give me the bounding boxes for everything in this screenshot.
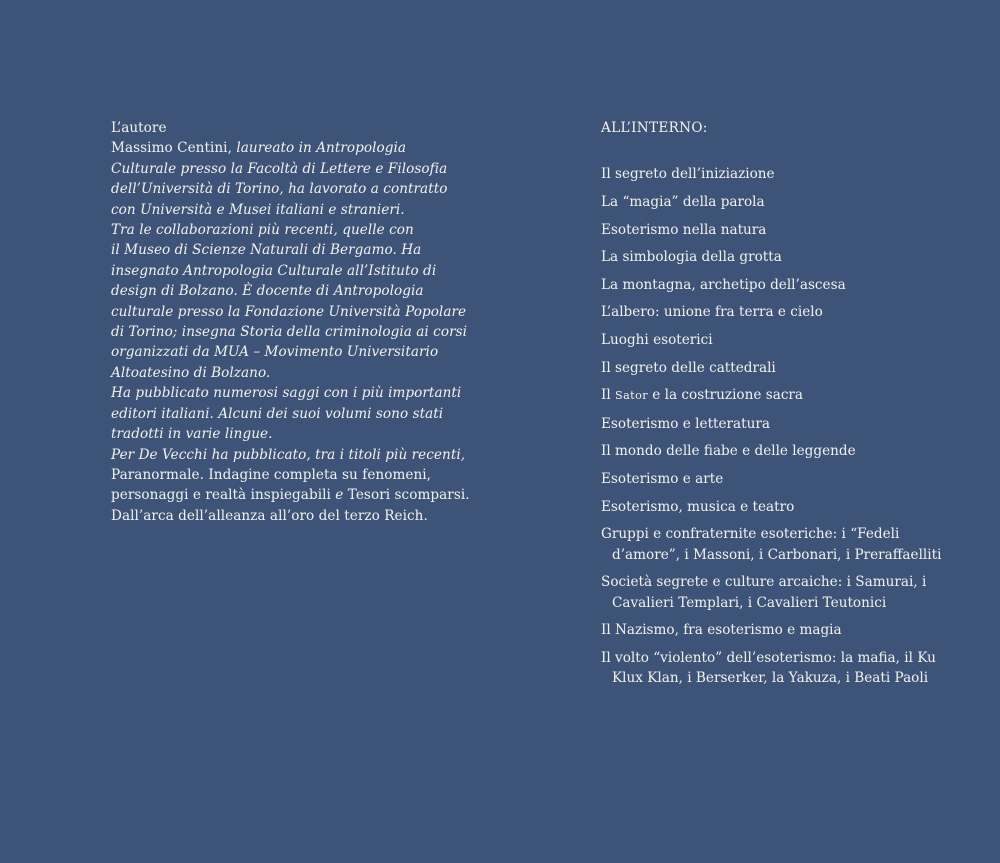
list-item-suffix: e la costruzione sacra (652, 387, 804, 404)
list-item (601, 275, 931, 295)
book-title-line (111, 485, 470, 505)
list-item (601, 572, 931, 613)
list-item-text: La “magia” della parola (601, 194, 765, 210)
list-item (601, 497, 931, 517)
list-item (601, 385, 931, 406)
list-item-text: Società segrete e culture arcaiche: i Samurai, i (601, 574, 927, 591)
list-item-text: La montagna, archetipo dell’ascesa (601, 276, 846, 293)
list-item-text: Gruppi e confraternite esoteriche: i “Fedeli (601, 526, 900, 543)
bio-line: di Torino; insegna Storia della criminologia ai corsi (111, 324, 468, 341)
list-item-text: Esoterismo, musica e teatro (601, 498, 795, 515)
bio-line-1 (111, 138, 441, 158)
bio-line: con Università e Musei italiani e stranieri. (111, 201, 405, 218)
list-item-text: Esoterismo nella natura (601, 221, 767, 238)
list-item-text: Il mondo delle fiabe e delle leggende (601, 443, 856, 460)
list-item (601, 441, 931, 461)
bio-line: tradotti in varie lingue. (111, 426, 273, 443)
bio-line: insegnato Antropologia Culturale all’Istituto di (111, 262, 437, 279)
list-item-text: Klux Klan, i Berserker, la Yakuza, i Beati Paoli (612, 670, 929, 687)
sator-smallcaps: Sator (615, 389, 648, 403)
list-item (601, 247, 931, 267)
list-item-text: Il Nazismo, fra esoterismo e magia (601, 622, 842, 639)
list-item (601, 192, 931, 212)
list-item (601, 358, 931, 378)
book-title-line: Dall’arca dell’alleanza all’oro del terzo Reich. (111, 507, 428, 524)
book-title-part: personaggi e realtà inspiegabili (111, 487, 331, 504)
list-item-text: Luoghi esoterici (601, 331, 713, 348)
list-item (601, 220, 931, 240)
list-item-text: Esoterismo e letteratura (601, 415, 770, 432)
author-name: Massimo Centini, (111, 140, 232, 157)
bio-line: Altoatesino di Bolzano. (111, 364, 271, 381)
list-item-text: Il segreto dell’iniziazione (601, 166, 775, 183)
list-item (601, 330, 931, 350)
author-heading: L’autore (111, 120, 167, 136)
list-item (601, 414, 931, 434)
bio-line: design di Bolzano. È docente di Antropologia (111, 283, 424, 300)
bio-text: laureato in Antropologia (236, 140, 407, 157)
list-item-prefix: Il (601, 387, 611, 404)
contents-list (601, 164, 942, 688)
book-title-line: Paranormale. Indagine completa su fenomeni, (111, 466, 432, 483)
list-item-text: d’amore”, i Massoni, i Carbonari, i Preraffaelliti (612, 546, 942, 563)
list-item-text: Cavalieri Templari, i Cavalieri Teutonici (612, 594, 887, 611)
book-title-part: Tesori scomparsi. (347, 487, 470, 504)
list-item-text (601, 385, 931, 406)
list-item (601, 164, 931, 184)
author-bio-section (111, 118, 470, 526)
bio-line: Ha pubblicato numerosi saggi con i più importanti (111, 385, 462, 402)
bio-line: editori italiani. Alcuni dei suoi volumi sono stati (111, 405, 444, 422)
bio-line: dell’Università di Torino, ha lavorato a contratto (111, 181, 448, 198)
contents-section (601, 118, 942, 696)
list-item (601, 302, 931, 322)
list-item (601, 469, 931, 489)
list-item-text: Il volto “violento” dell’esoterismo: la mafia, il Ku (601, 649, 936, 666)
bio-line: il Museo di Scienze Naturali di Bergamo. Ha (111, 242, 422, 259)
conjunction: e (335, 487, 344, 504)
list-item-text: Il segreto delle cattedrali (601, 359, 776, 376)
list-item-text: L’albero: unione fra terra e cielo (601, 304, 823, 321)
bio-line: Per De Vecchi ha pubblicato, tra i titoli più recenti, (111, 446, 466, 463)
bio-line: Tra le collaborazioni più recenti, quelle con (111, 222, 414, 239)
bio-line: culturale presso la Fondazione Università Popolare (111, 303, 467, 320)
list-item-text: La simbologia della grotta (601, 249, 782, 266)
bio-line: Culturale presso la Facoltà di Lettere e Filosofia (111, 160, 448, 177)
contents-heading: ALL’INTERNO: (601, 120, 708, 136)
list-item (601, 524, 942, 565)
list-item (601, 648, 936, 689)
bio-line: organizzati da MUA – Movimento Universitario (111, 344, 439, 361)
list-item (601, 620, 931, 640)
list-item-text: Esoterismo e arte (601, 470, 724, 487)
